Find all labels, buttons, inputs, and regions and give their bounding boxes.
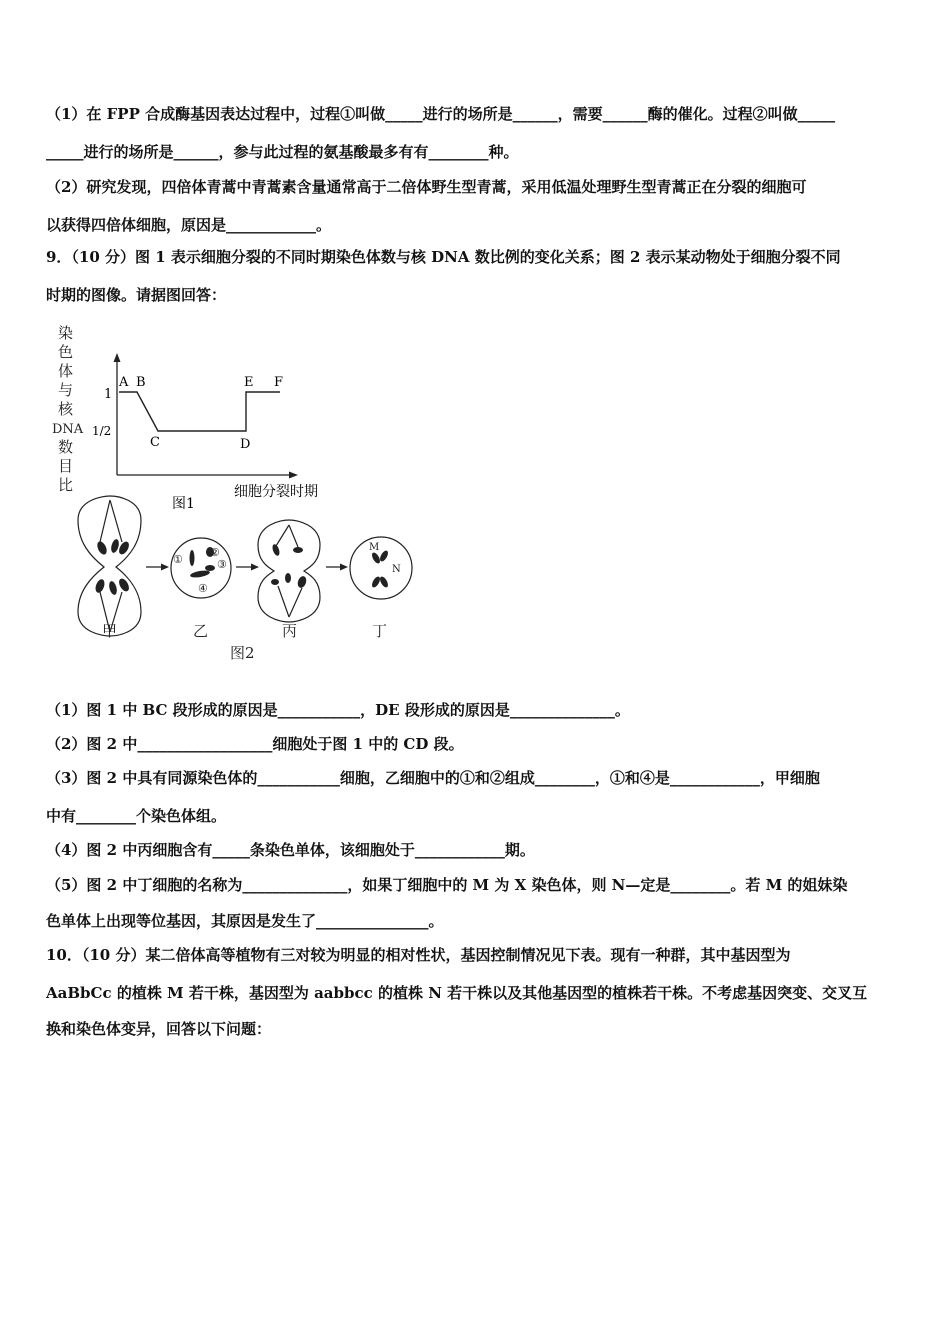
q9-part-5-line-2: 色单体上出现等位基因，其原因是发生了_______________。 [46, 912, 444, 930]
ratio-curve [119, 392, 280, 431]
cell-label-jia: 甲 [102, 622, 118, 640]
figure-1 [52, 324, 318, 512]
q9-part-4: （4）图 2 中丙细胞含有_____条染色单体，该细胞处于____________期。 [46, 841, 535, 859]
figure-2-caption: 图2 [230, 644, 255, 662]
y-axis-arrow [114, 353, 121, 362]
cell-ding-chromosomes [370, 549, 389, 588]
spindle-fiber [278, 586, 289, 617]
text-line-4: 以获得四倍体细胞，原因是____________。 [46, 216, 332, 234]
y-label-char: DNA [52, 422, 84, 437]
point-label-b: B [136, 375, 146, 390]
y-label-char: 色 [58, 343, 74, 361]
arrow-head [161, 564, 169, 571]
figure-2 [78, 496, 412, 662]
cell-label-bing: 丙 [282, 622, 298, 640]
spindle-fiber [276, 525, 289, 546]
y-label-char: 核 [58, 400, 74, 418]
cell-label-yi: 乙 [193, 622, 209, 640]
question-9-line-1: 9．（10 分）图 1 表示细胞分裂的不同时期染色体数与核 DNA 数比例的变化关系；图 2 表示某动物处于细胞分裂不同 [46, 248, 841, 266]
cell-bing-chromosomes [271, 543, 308, 589]
q9-part-1: （1）图 1 中 BC 段形成的原因是___________，DE 段形成的原因是______________。 [46, 701, 630, 719]
spindle-fiber [110, 500, 122, 542]
mark-n: N [392, 564, 401, 575]
q9-part-3-line-1: （3）图 2 中具有同源染色体的___________细胞，乙细胞中的①和②组成________，①和④是____________，甲细胞 [46, 769, 820, 787]
spindle-fiber [100, 500, 110, 542]
cell-bing [258, 520, 320, 622]
x-axis-label: 细胞分裂时期 [234, 484, 318, 500]
mark-1: ① [173, 553, 183, 566]
point-label-f: F [274, 375, 284, 390]
spindle-fiber [289, 525, 298, 547]
y-label-char: 与 [58, 381, 74, 399]
y-axis-label [52, 324, 84, 494]
text-line-1: （1）在 FPP 合成酶基因表达过程中，过程①叫做_____进行的场所是______，需要______酶的催化。过程②叫做_____ [46, 105, 836, 123]
text-line-2: _____进行的场所是______，参与此过程的氨基酸最多有有________种。 [46, 143, 519, 161]
x-axis-arrow [289, 472, 298, 479]
spindle-fiber [289, 588, 302, 617]
cell-jia [78, 496, 141, 636]
y-label-char: 比 [58, 476, 74, 494]
cell-ding [350, 537, 412, 599]
arrow-head [251, 564, 259, 571]
mark-2: ② [210, 546, 220, 559]
arrow-head [340, 564, 348, 571]
figure-area [40, 320, 440, 669]
figure-1-caption: 图1 [172, 496, 195, 512]
mark-3: ③ [217, 558, 227, 571]
y-label-char: 数 [58, 438, 74, 456]
y-tick-half: 1/2 [92, 424, 112, 438]
question-10-line-1: 10．（10 分）某二倍体高等植物有三对较为明显的相对性状，基因控制情况见下表。现有一种群，其中基因型为 [46, 946, 791, 964]
point-label-d: D [240, 437, 251, 452]
figures-svg [40, 320, 440, 665]
point-label-e: E [244, 375, 254, 390]
y-tick-1: 1 [104, 387, 113, 402]
question-10-line-2: AaBbCc 的植株 M 若干株，基因型为 aabbcc 的植株 N 若干株以及其他基因型的植株若干株。不考虑基因突变、交叉互 [46, 984, 868, 1002]
y-label-char: 体 [58, 362, 74, 380]
q9-part-5-line-1: （5）图 2 中丁细胞的名称为______________，如果丁细胞中的 M 为 X 染色体，则 N—定是________。若 M 的姐妹染 [46, 876, 848, 894]
question-10-line-3: 换和染色体变异，回答以下问题： [46, 1020, 272, 1038]
q9-part-2: （2）图 2 中__________________细胞处于图 1 中的 CD 段。 [46, 735, 464, 753]
y-label-char: 目 [58, 457, 74, 475]
y-label-char: 染 [58, 324, 74, 342]
text-line-3: （2）研究发现，四倍体青蒿中青蒿素含量通常高于二倍体野生型青蒿，采用低温处理野生型青蒿正在分裂的细胞可 [46, 178, 807, 196]
point-label-c: C [150, 435, 160, 450]
mark-m: M [369, 542, 380, 553]
q9-part-3-line-2: 中有________个染色体组。 [46, 807, 227, 825]
point-label-a: A [119, 375, 129, 390]
cell-jia-chromosomes [94, 538, 131, 595]
mark-4: ④ [198, 582, 208, 595]
question-9-line-2: 时期的图像。请据图回答： [46, 286, 227, 304]
cell-label-ding: 丁 [372, 622, 388, 640]
